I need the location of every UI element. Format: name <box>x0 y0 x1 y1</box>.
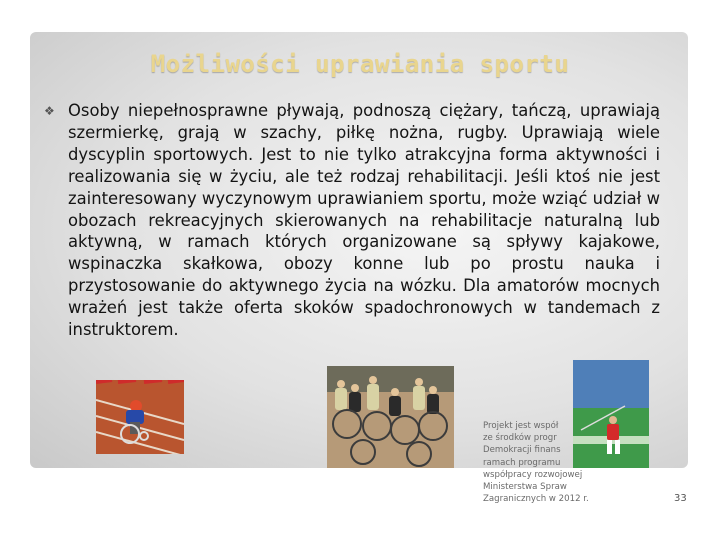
slide-title: Możliwości uprawiania sportu <box>150 50 570 78</box>
footnote-line: Demokracji finans <box>483 445 561 456</box>
page-number: 33 <box>674 493 687 504</box>
wheelchair-basketball-photo <box>327 366 454 468</box>
bullet-paragraph <box>44 100 660 341</box>
bullet-icon: ❖ <box>44 104 55 118</box>
footnote-line: współpracy rozwojowej <box>483 469 583 480</box>
wheelchair-racing-photo <box>96 380 184 454</box>
footnote-line: Projekt jest współ <box>483 421 559 431</box>
footnote-line: Zagranicznych w 2012 r. <box>483 494 589 505</box>
body-text: Osoby niepełnosprawne pływają, podnoszą ciężary, tańczą, uprawiają szermierkę, grają w szachy, piłkę nożna, rugby. Uprawiają wiele dyscyplin sportowych. Jest to nie tylko atrakcyjna forma aktywności i realizowania się w życiu, ale też rodzaj rehabilitacji. Jeśli ktoś nie jest zainteresowany wyczynowym uprawianiem sportu, może wziąć udział w obozach rekreacyjnych skierowanych na rehabilitacje naturalną lub aktywną, w ramach których organizowane są spływy kajakowe, wspinaczka skałkowa, obozy konne lub po prostu nauka i przystosowanie do aktywnego życia na wózku. Dla amatorów mocnych wrażeń jest także oferta skoków spadochronowych w tandemach z instruktorem. <box>68 101 660 340</box>
footnote-line: Ministerstwa Spraw <box>483 482 567 493</box>
footnote-line: ze środków progr <box>483 433 557 444</box>
footnote-line: ramach programu <box>483 457 561 468</box>
project-footnote <box>483 420 643 505</box>
